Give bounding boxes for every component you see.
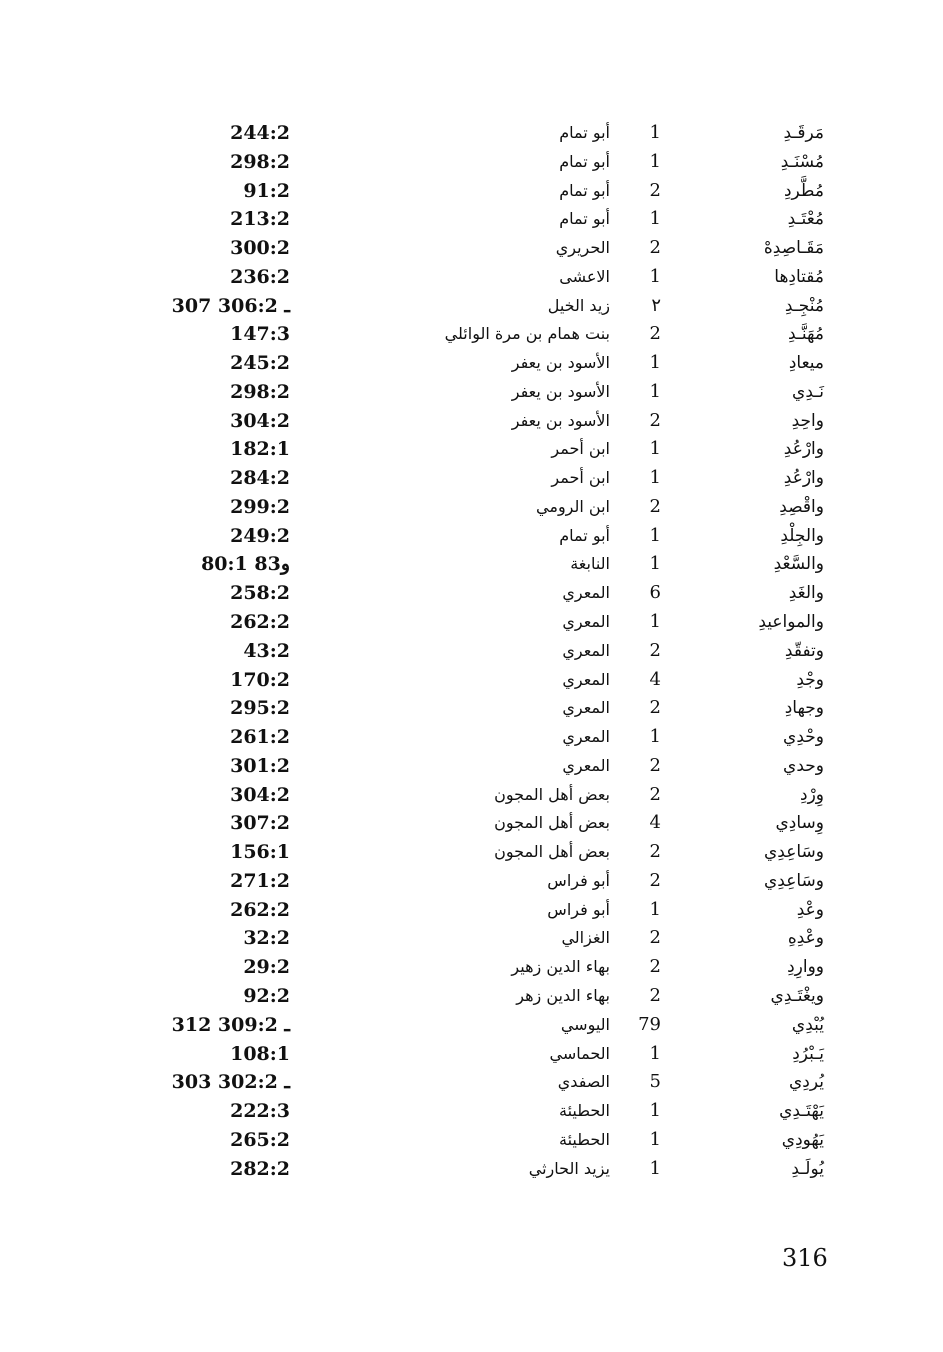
rhyme-word: مَرقَـدِ (783, 123, 824, 143)
table-row (0, 493, 943, 522)
rhyme-word: يُبْدِي (791, 1014, 824, 1035)
verse-count: ٢ (651, 294, 661, 316)
table-row (0, 205, 943, 234)
rhyme-word: يَـبْرُدِ (792, 1043, 824, 1064)
poet-name: المعري (562, 612, 610, 632)
rhyme-word: يَهْتَـدِي (779, 1101, 824, 1122)
poet-name: أبو فراس (547, 870, 610, 890)
table-row (0, 694, 943, 723)
rhyme-word: وتفقّدِ (784, 640, 824, 661)
rhyme-word: والمواعيدِ (758, 612, 824, 633)
poet-name: بهاء الدين زهير (511, 957, 610, 977)
poet-name: الحطيئة (558, 1101, 610, 1121)
verse-count: 2 (649, 237, 661, 259)
table-row (0, 953, 943, 982)
page-reference: 271:2 (230, 869, 290, 892)
poet-name: اليوسي (560, 1014, 610, 1034)
table-row (0, 1068, 943, 1097)
rhyme-word: يُولَـدِ (791, 1158, 824, 1179)
verse-count: 1 (649, 467, 661, 489)
verse-count: 2 (649, 754, 661, 776)
rhyme-word: مُهَنَّـدِ (788, 324, 824, 345)
page-reference: 301:2 (230, 754, 290, 777)
page-reference: 245:2 (230, 352, 290, 375)
verse-count: 4 (649, 668, 661, 690)
verse-count: 1 (649, 1128, 661, 1150)
table-row (0, 752, 943, 781)
rhyme-word: وحْدِي (783, 727, 824, 748)
page-reference: 304:2 (230, 409, 290, 432)
rhyme-word: مُقتادِها (774, 266, 824, 287)
verse-count: 6 (649, 582, 661, 604)
verse-count: 1 (649, 380, 661, 402)
page-reference: 91:2 (243, 179, 290, 202)
page-reference: 244:2 (230, 122, 290, 144)
page-reference: 299:2 (230, 495, 290, 518)
poet-name: أبو فراس (547, 899, 610, 919)
rhyme-word: ويغْتَـدِي (770, 985, 824, 1006)
poet-name: الأسود بن يعفر (511, 410, 610, 430)
table-row (0, 723, 943, 752)
table-row (0, 522, 943, 551)
poet-name: المعري (562, 583, 610, 603)
verse-count: 4 (649, 812, 661, 834)
poet-name: الاعشى (559, 266, 610, 286)
table-row (0, 867, 943, 896)
table-row (0, 924, 943, 953)
verse-count: 2 (649, 697, 661, 719)
page-reference: 222:3 (230, 1100, 290, 1123)
poet-name: المعري (562, 755, 610, 775)
verse-count: 1 (649, 208, 661, 230)
rhyme-word: يَهُودِي (781, 1129, 824, 1150)
rhyme-word: والسَّعْدِ (773, 554, 824, 575)
rhyme-word: واحِدِ (791, 410, 824, 431)
table-row (0, 292, 943, 321)
poet-name: ابن أحمر (551, 439, 610, 459)
rhyme-word: والغَدِ (788, 583, 824, 604)
page-reference: 262:2 (230, 611, 290, 634)
rhyme-word: مَقَـاصِدِهْ (763, 238, 824, 259)
verse-count: 2 (649, 639, 661, 661)
rhyme-word: نَـدِي (792, 381, 824, 402)
rhyme-word: وجْدِ (796, 669, 824, 690)
rhyme-word: وارْعُدِ (783, 439, 824, 460)
page-reference: 236:2 (230, 265, 290, 288)
poet-name: زيد الخيل (547, 295, 610, 315)
page-reference: 282:2 (230, 1157, 290, 1180)
table-row (0, 838, 943, 867)
verse-count: 1 (649, 265, 661, 287)
page-reference: 307 ـ 306:2 (171, 294, 290, 317)
poet-name: الحريري (555, 238, 610, 258)
rhyme-word: مُسْنَـدِ (780, 151, 824, 172)
poet-name: بهاء الدين زهر (516, 985, 610, 1005)
verse-count: 2 (649, 984, 661, 1006)
verse-count: 2 (649, 841, 661, 863)
rhyme-word: ميعادِ (788, 353, 824, 374)
rhyme-word: وِرْدِ (800, 784, 824, 805)
page-reference: 284:2 (230, 467, 290, 490)
rhyme-word: واقْصِدِ (779, 496, 824, 517)
verse-count: 2 (649, 869, 661, 891)
poet-name: الأسود بن يعفر (511, 381, 610, 401)
table-row (0, 177, 943, 206)
verse-count: 1 (649, 611, 661, 633)
page-reference: 147:3 (230, 323, 290, 346)
verse-count: 2 (649, 323, 661, 345)
verse-count: 1 (649, 553, 661, 575)
poet-name: أبو تمام (559, 525, 610, 545)
poet-name: بعض أهل المجون (494, 842, 610, 862)
page-reference: 92:2 (243, 984, 290, 1007)
rhyme-word: وعْدِهِ (787, 928, 824, 949)
page-reference: 312 ـ 309:2 (171, 1013, 290, 1036)
verse-count: 2 (649, 179, 661, 201)
rhyme-word: وجهادِ (784, 698, 824, 719)
table-row (0, 1126, 943, 1155)
page-reference: 295:2 (230, 697, 290, 720)
verse-count: 1 (649, 150, 661, 172)
table-row (0, 982, 943, 1011)
rhyme-word: وسَاعِدِي (763, 870, 824, 891)
rhyme-word: والجِلْدِ (780, 525, 824, 546)
page-reference: 249:2 (230, 524, 290, 547)
verse-count: 1 (649, 1100, 661, 1122)
page-reference: 262:2 (230, 898, 290, 921)
table-row (0, 1011, 943, 1040)
page-reference: 213:2 (230, 208, 290, 231)
rhyme-word: وارْعُدِ (783, 468, 824, 489)
poet-name: الحماسي (549, 1043, 610, 1063)
rhyme-word: وِسادِي (775, 813, 824, 834)
verse-count: 2 (649, 495, 661, 517)
page-reference: 182:1 (230, 438, 290, 461)
poet-name: الصفدي (557, 1072, 610, 1092)
poet-name: المعري (562, 727, 610, 747)
poet-name: ابن الرومي (536, 496, 610, 516)
table-row (0, 579, 943, 608)
poet-name: أبو تمام (559, 180, 610, 200)
page-reference: 261:2 (230, 726, 290, 749)
page-reference: 304:2 (230, 783, 290, 806)
page-reference: 298:2 (230, 380, 290, 403)
table-row (0, 148, 943, 177)
poet-name: المعري (562, 640, 610, 660)
verse-count: 1 (649, 726, 661, 748)
table-row (0, 637, 943, 666)
table-row (0, 464, 943, 493)
poet-name: الأسود بن يعفر (511, 353, 610, 373)
rhyme-word: مُعْتَـدِ (787, 209, 824, 230)
page-reference: 265:2 (230, 1128, 290, 1151)
poet-name: أبو تمام (559, 123, 610, 142)
table-row (0, 666, 943, 695)
verse-count: 2 (649, 783, 661, 805)
poet-name: الحطيئة (558, 1129, 610, 1149)
page-reference: 298:2 (230, 150, 290, 173)
page-reference: 258:2 (230, 582, 290, 605)
table-row (0, 234, 943, 263)
rhyme-word: ووارِدِ (787, 957, 824, 978)
table-row (0, 320, 943, 349)
page-reference: 80:1 و83 (201, 553, 290, 576)
rhyme-word: مُنْجِـدِ (784, 295, 824, 316)
poet-name: أبو تمام (559, 209, 610, 229)
poet-name: ابن أحمر (551, 468, 610, 488)
table-row (0, 1097, 943, 1126)
poet-name: بنت همام بن مرة الوائلي (444, 324, 610, 344)
page-reference: 32:2 (243, 927, 290, 950)
poet-name: بعض أهل المجون (494, 813, 610, 833)
table-row (0, 896, 943, 925)
poet-name: النابغة (570, 554, 610, 574)
table-row (0, 608, 943, 637)
table-row (0, 550, 943, 579)
page-reference: 156:1 (230, 841, 290, 864)
verse-count: 1 (649, 1042, 661, 1064)
page-reference: 43:2 (243, 639, 290, 662)
page-number: 316 (782, 1244, 828, 1272)
table-row (0, 809, 943, 838)
index-table (0, 119, 943, 1183)
table-row (0, 1155, 943, 1184)
poet-name: المعري (562, 669, 610, 689)
poet-name: يزيد الحارثي (528, 1158, 610, 1178)
verse-count: 1 (649, 352, 661, 374)
page-reference: 307:2 (230, 812, 290, 835)
table-row (0, 263, 943, 292)
verse-count: 1 (649, 524, 661, 546)
page-reference: 108:1 (230, 1042, 290, 1065)
verse-count: 1 (649, 438, 661, 460)
table-row (0, 435, 943, 464)
verse-count: 1 (649, 1157, 661, 1179)
verse-count: 1 (649, 898, 661, 920)
rhyme-word: مُطَّردِ (783, 180, 824, 201)
rhyme-word: وعْدِ (796, 899, 824, 920)
table-row (0, 1040, 943, 1069)
poet-name: المعري (562, 698, 610, 718)
verse-count: 2 (649, 956, 661, 978)
page-reference: 29:2 (243, 956, 290, 979)
verse-count: 5 (649, 1071, 661, 1093)
verse-count: 1 (649, 122, 661, 143)
rhyme-word: وحدي (783, 755, 824, 776)
rhyme-word: وسَاعِدِي (763, 842, 824, 863)
poet-name: الغزالي (561, 928, 610, 948)
page-reference: 170:2 (230, 668, 290, 691)
verse-count: 2 (649, 409, 661, 431)
poet-name: أبو تمام (559, 151, 610, 171)
table-row (0, 119, 943, 148)
table-row (0, 781, 943, 810)
verse-count: 79 (638, 1013, 661, 1035)
poet-name: بعض أهل المجون (494, 784, 610, 804)
verse-count: 2 (649, 927, 661, 949)
page-reference: 300:2 (230, 237, 290, 260)
table-row (0, 378, 943, 407)
table-row (0, 407, 943, 436)
rhyme-word: يُردِي (789, 1072, 824, 1093)
table-row (0, 349, 943, 378)
page-reference: 303 ـ 302:2 (171, 1071, 290, 1094)
